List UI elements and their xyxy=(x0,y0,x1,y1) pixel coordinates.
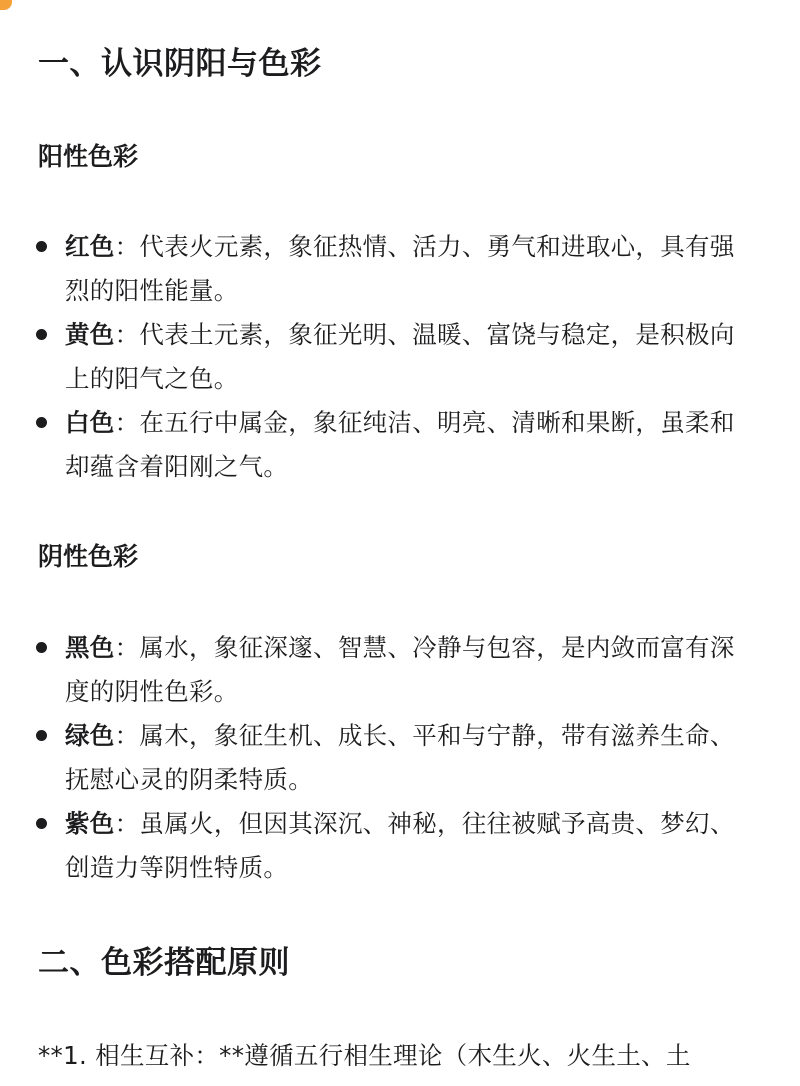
color-description: 在五行中属金，象征纯洁、明亮、清晰和果断，虽柔和却蕴含着阳刚之气。 xyxy=(65,408,735,481)
color-term: 白色 xyxy=(65,408,115,437)
bullet-dot xyxy=(36,329,47,340)
term-separator: ： xyxy=(114,408,140,437)
color-description: 代表火元素，象征热情、活力、勇气和进取心，具有强烈的阳性能量。 xyxy=(65,232,735,305)
list-item-red xyxy=(0,225,800,313)
color-term: 红色 xyxy=(65,232,115,261)
bullet-dot xyxy=(36,642,47,653)
color-term: 黄色 xyxy=(65,320,115,349)
list-item-purple xyxy=(0,802,800,890)
color-description: 代表土元素，象征光明、温暖、富饶与稳定，是积极向上的阳气之色。 xyxy=(65,320,735,393)
term-separator: ： xyxy=(114,232,140,261)
color-term: 绿色 xyxy=(65,721,115,750)
principle-1-line: **1. 相生互补：**遵循五行相生理论（木生火、火生土、土 xyxy=(38,1041,691,1070)
bullet-dot xyxy=(36,818,47,829)
yang-colors-heading: 阳性色彩 xyxy=(38,142,139,171)
color-term: 紫色 xyxy=(65,809,115,838)
list-item-yellow xyxy=(0,313,800,401)
yin-color-list xyxy=(0,626,800,890)
bullet-dot xyxy=(36,730,47,741)
term-separator: ： xyxy=(114,721,140,750)
color-description: 属木，象征生机、成长、平和与宁静，带有滋养生命、抚慰心灵的阴柔特质。 xyxy=(65,721,735,794)
section-1-title: 一、认识阴阳与色彩 xyxy=(38,46,322,82)
corner-accent-mark xyxy=(0,0,12,10)
yang-color-list xyxy=(0,225,800,489)
list-item-black xyxy=(0,626,800,714)
color-description: 属水，象征深邃、智慧、冷静与包容，是内敛而富有深度的阴性色彩。 xyxy=(65,633,735,706)
list-item-white xyxy=(0,401,800,489)
section-2-title: 二、色彩搭配原则 xyxy=(38,945,290,981)
bullet-dot xyxy=(36,417,47,428)
list-item-green xyxy=(0,714,800,802)
term-separator: ： xyxy=(114,633,140,662)
yin-colors-heading: 阴性色彩 xyxy=(38,542,139,571)
term-separator: ： xyxy=(114,809,140,838)
color-description: 虽属火，但因其深沉、神秘，往往被赋予高贵、梦幻、创造力等阴性特质。 xyxy=(65,809,735,882)
term-separator: ： xyxy=(114,320,140,349)
bullet-dot xyxy=(36,241,47,252)
color-term: 黑色 xyxy=(65,633,115,662)
